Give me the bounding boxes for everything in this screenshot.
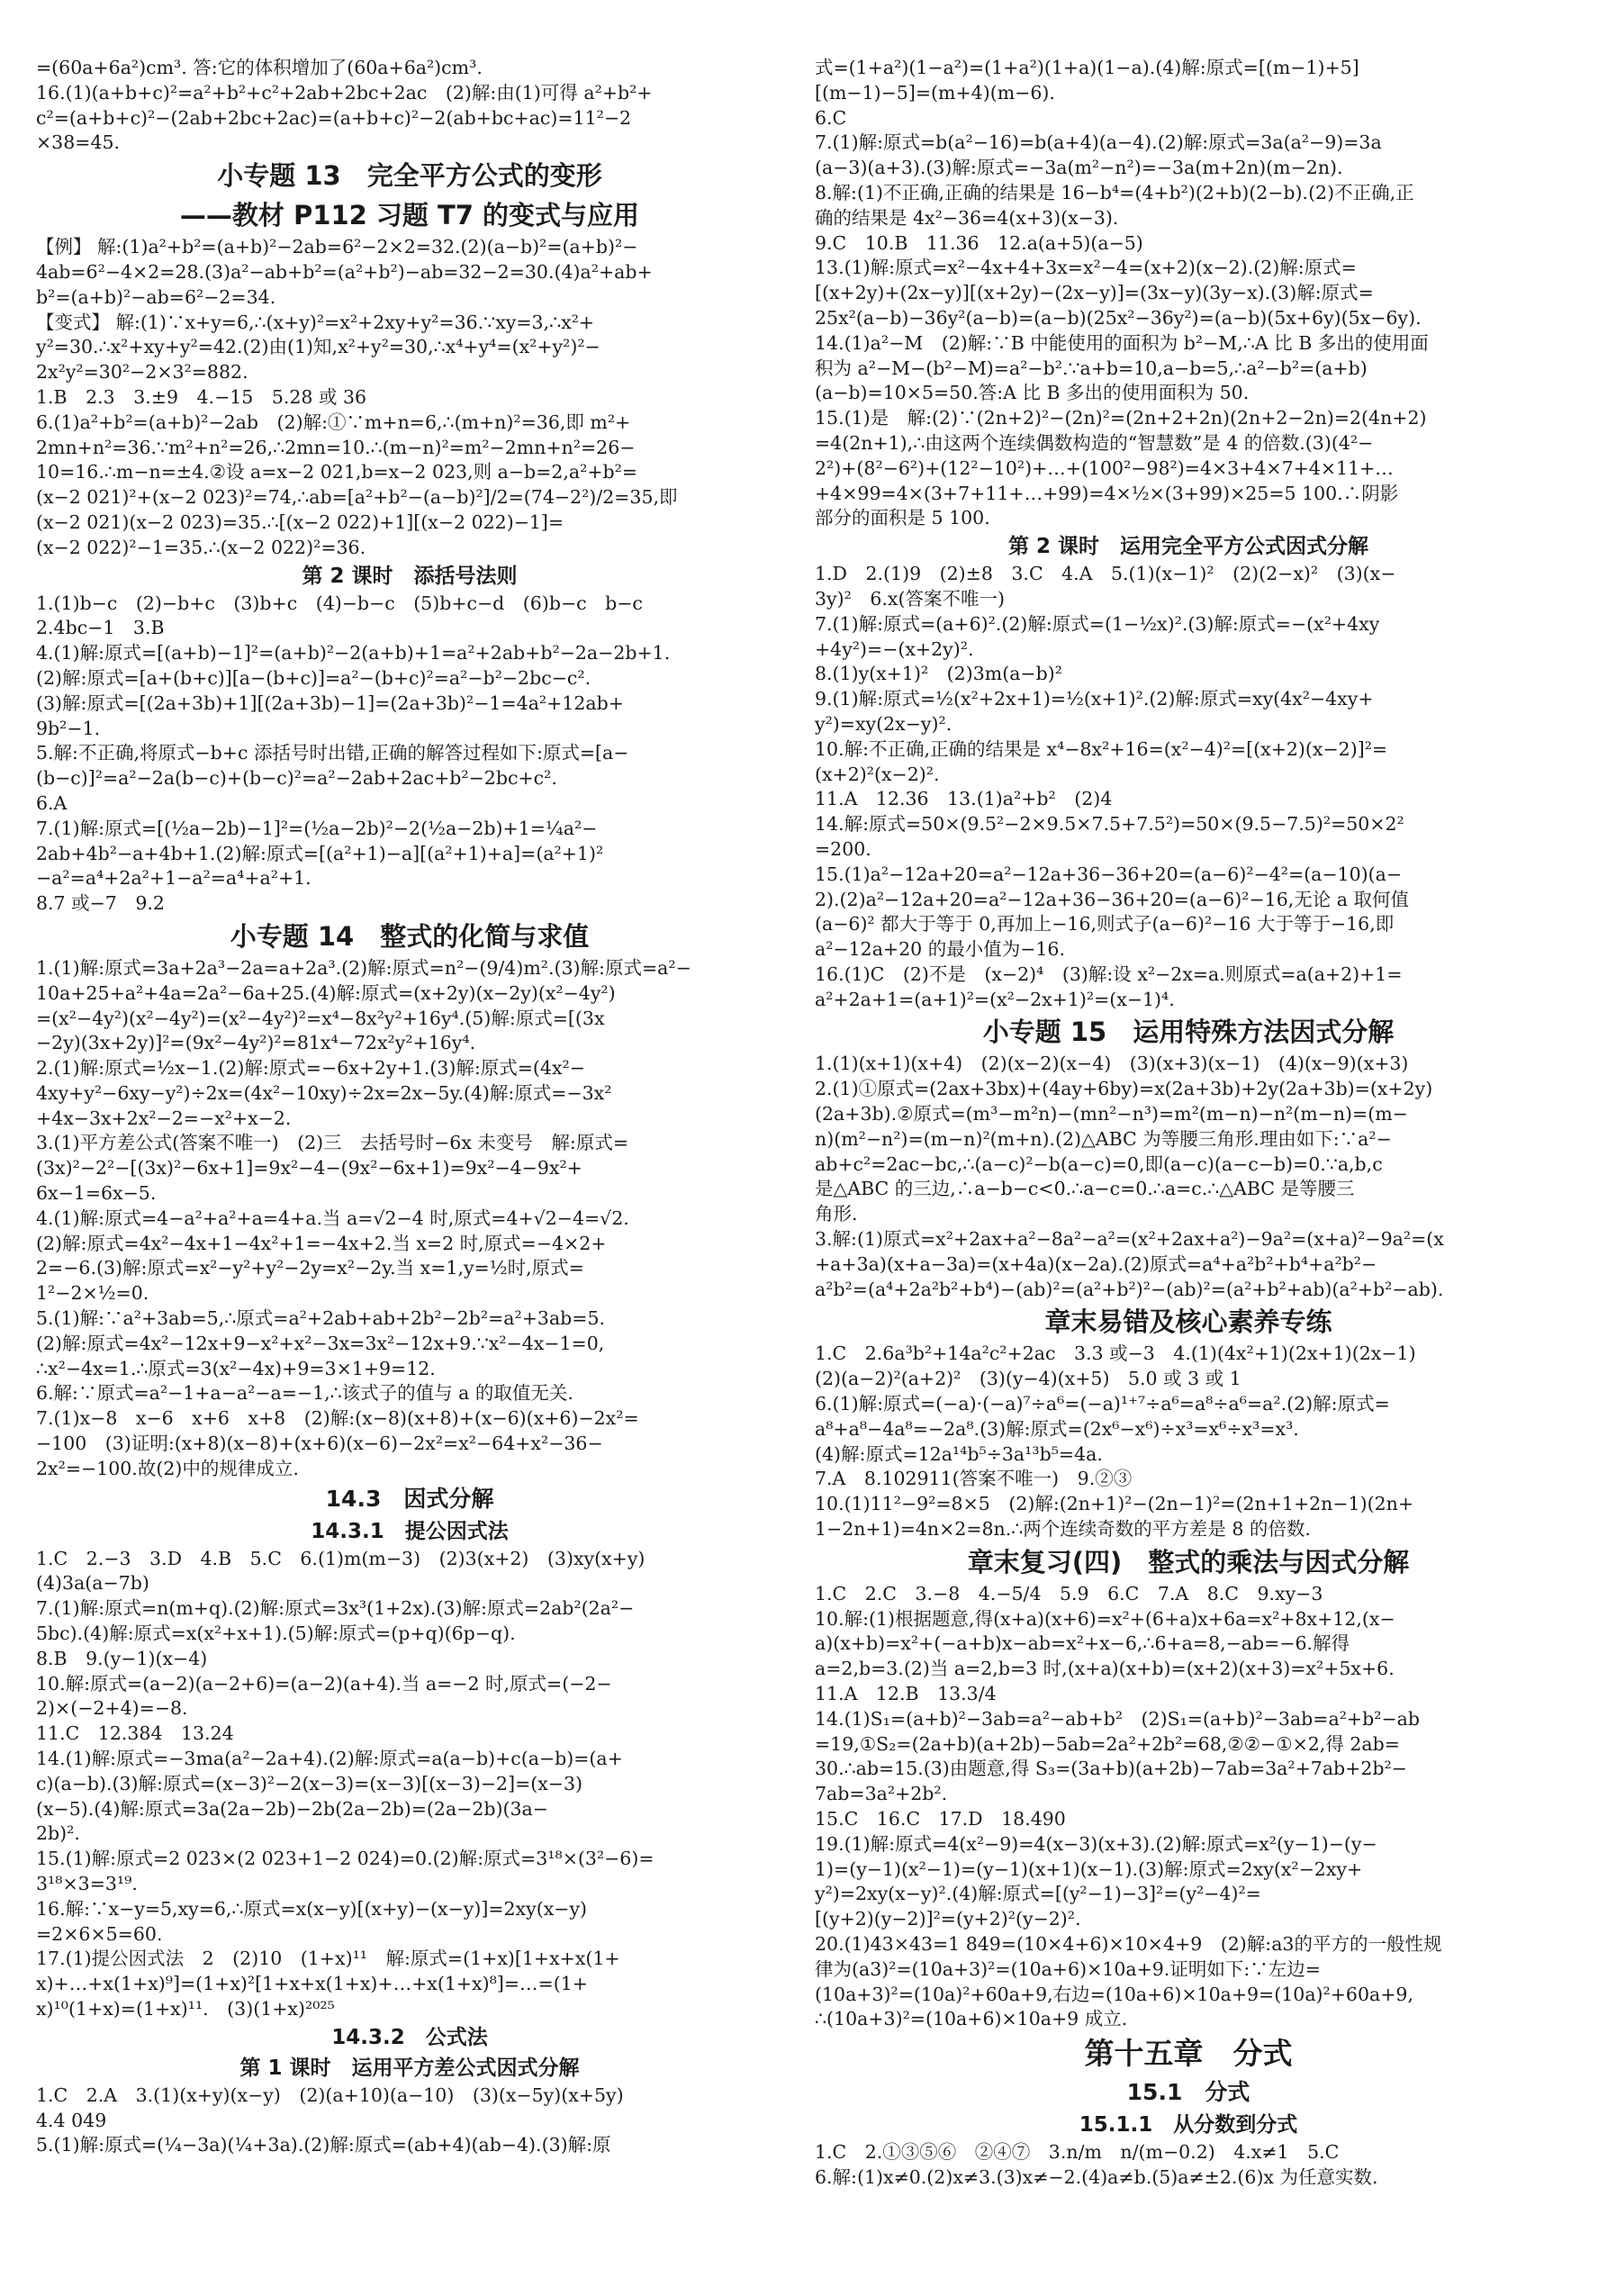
answer-line: x)¹⁰(1+x)=(1+x)¹¹. (3)(1+x)²⁰²⁵ [36, 1997, 335, 2020]
answer-line: 16.解:∵x−y=5,xy=6,∴原式=x(x−y)[(x+y)−(x−y)]=2xy(x−y) [36, 1897, 588, 1920]
answer-line: 2=−6.(3)解:原式=x²−y²+y²−2y=x²−2y.当 x=1,y=½时,原式= [36, 1257, 584, 1279]
answer-line: −a²=a⁴+2a²+1−a²=a⁴+a²+1. [36, 867, 311, 890]
answer-line: 9b²−1. [36, 717, 101, 739]
answer-line: 15.(1)解:原式=2 023×(2 023+1−2 024)=0.(2)解:原式=3¹⁸×(3²−6)= [36, 1848, 655, 1870]
section-heading: 15.1.1 从分数到分式 [1079, 2113, 1298, 2138]
section-heading: 14.3.1 提公因式法 [311, 1519, 509, 1543]
answer-line: =19,①S₂=(2a+b)(a+2b)−5ab=2a²+2b²=68,②②−①×2,得 2ab= [815, 1732, 1400, 1755]
answer-line: +4y²)=−(x+2y)². [815, 637, 974, 660]
answer-line: (x−2 021)(x−2 023)=35.∴[(x−2 022)+1][(x−2 022)−1]= [36, 511, 564, 533]
answer-line: (10a+3)²=(10a)²+60a+9,右边=(10a+6)×10a+9=(10a)²+60a+9, [815, 1983, 1413, 2005]
answer-line: (3)解:原式=[(2a+3b)+1][(2a+3b)−1]=(2a+3b)²−1=4a²+12ab+ [36, 692, 624, 714]
answer-line: 7.(1)解:原式=n(m+q).(2)解:原式=3x³(1+2x).(3)解:原式=2ab²(2a²− [36, 1597, 635, 1620]
answer-line: (4)3a(a−7b) [36, 1572, 149, 1595]
answer-line: 10a+25+a²+4a=2a²−6a+25.(4)解:原式=(x+2y)(x−2y)(x²−4y²) [36, 981, 616, 1004]
answer-line: 6.解:∵原式=a²−1+a−a²−a=−1,∴该式子的值与 a 的取值无关. [36, 1382, 573, 1405]
answer-line: 17.(1)提公因式法 2 (2)10 (1+x)¹¹ 解:原式=(1+x)[1+x+x(1+ [36, 1948, 620, 1970]
answer-line: 角形. [815, 1203, 858, 1225]
answer-line: (a−3)(a+3).(3)解:原式=−3a(m²−n²)=−3a(m+2n)(m−2n). [815, 157, 1343, 179]
answer-line: +4×99=4×(3+7+11+…+99)=4×½×(3+99)×25=5 100.∴阴影 [815, 482, 1399, 504]
answer-line: 8.7 或−7 9.2 [36, 892, 165, 915]
answer-line: (a−6)² 都大于等于 0,再加上−16,则式子(a−6)²−16 大于等于−16,即 [815, 913, 1395, 936]
section-heading: 第 2 课时 运用完全平方公式因式分解 [1007, 535, 1369, 559]
answer-line: x)+…+x(1+x)⁹]=(1+x)²[1+x+x(1+x)+…+x(1+x)⁸]=…=(1+ [36, 1973, 588, 1995]
answer-line: 3.(1)平方差公式(答案不唯一) (2)三 去括号时−6x 未变号 解:原式= [36, 1132, 629, 1154]
answer-line: 9.(1)解:原式=½(x²+2x+1)=½(x+1)².(2)解:原式=xy(4x²−4xy+ [815, 688, 1374, 710]
answer-line: a²+2a+1=(a+1)²=(x²−2x+1)²=(x−1)⁴. [815, 988, 1175, 1010]
answer-line: c²=(a+b+c)²−(2ab+2bc+2ac)=(a+b+c)²−2(ab+bc+ac)=11²−2 [36, 106, 632, 129]
answer-line: 4xy+y²−6xy−y²)÷2x=(4x²−10xy)÷2x=2x−5y.(4)解:原式=−3x² [36, 1081, 612, 1104]
answer-line: [(y+2)(y−2)]²=(y+2)²(y−2)². [815, 1908, 1081, 1930]
answer-line: 14.解:原式=50×(9.5²−2×9.5×7.5+7.5²)=50×(9.5−7.5)²=50×2² [815, 813, 1404, 836]
answer-line: [(x+2y)+(2x−y)][(x+2y)−(2x−y)]=(3x−y)(3y−x).(3)解:原式= [815, 282, 1374, 304]
answer-line: −100 (3)证明:(x+8)(x−8)+(x+6)(x−6)−2x²=x²−64+x²−36− [36, 1433, 603, 1455]
answer-line: 4.4 049 [36, 2109, 107, 2131]
answer-line: 1)=(y−1)(x²−1)=(y−1)(x+1)(x−1).(3)解:原式=2xy(x²−2xy+ [815, 1858, 1363, 1880]
answer-line: 7.(1)解:原式=b(a²−16)=b(a+4)(a−4).(2)解:原式=3a(a²−9)=3a [815, 131, 1382, 154]
answer-line: c)(a−b).(3)解:原式=(x−3)²−2(x−3)=(x−3)[(x−3)−2]=(x−3) [36, 1772, 583, 1794]
section-heading: 章末复习(四) 整式的乘法与因式分解 [967, 1546, 1410, 1577]
answer-line: 1.(1)解:原式=3a+2a³−2a=a+2a³.(2)解:原式=n²−(9/4)m².(3)解:原式=a²− [36, 956, 691, 979]
answer-line: 1.(1)(x+1)(x+4) (2)(x−2)(x−4) (3)(x+3)(x−1) (4)(x−9)(x+3) [815, 1053, 1409, 1075]
answer-line: (2)解:原式=[a+(b+c)][a−(b+c)]=a²−(b+c)²=a²−b²−2bc−c². [36, 666, 591, 689]
answer-line: 5.解:不正确,将原式−b+c 添括号时出错,正确的解答过程如下:原式=[a− [36, 742, 629, 764]
answer-line: 2²)+(8²−6²)+(12²−10²)+…+(100²−98²)=4×3+4×7+4×11+… [815, 456, 1394, 479]
answer-line: a=2,b=3.(2)当 a=2,b=3 时,(x+a)(x+b)=(x+2)(x+3)=x²+5x+6. [815, 1658, 1395, 1680]
answer-line: 10.解:原式=(a−2)(a−2+6)=(a−2)(a+4).当 a=−2 时,原式=(−2− [36, 1672, 612, 1695]
section-heading: 小专题 14 整式的化简与求值 [230, 920, 590, 952]
answer-line: y²=30.∴x²+xy+y²=42.(2)由(1)知,x²+y²=30,∴x⁴+y⁴=(x²+y²)²− [36, 336, 600, 358]
answer-line: 积为 a²−M−(b²−M)=a²−b².∵a+b=10,a−b=5,∴a²−b²=(a+b) [815, 357, 1368, 379]
answer-line: 13.(1)解:原式=x²−4x+4+3x=x²−4=(x+2)(x−2).(2)解:原式= [815, 257, 1357, 279]
answer-line: a⁸+a⁸−4a⁸=−2a⁸.(3)解:原式=(2x⁶−x⁶)÷x³=x⁶÷x³=x³. [815, 1417, 1299, 1440]
answer-line: =(x²−4y²)(x²−4y²)=(x²−4y²)²=x⁴−8x²y²+16y⁴.(5)解:原式=[(3x [36, 1007, 605, 1029]
answer-line: 1.C 2.C 3.−8 4.−5/4 5.9 6.C 7.A 8.C 9.xy−3 [815, 1582, 1323, 1604]
section-heading: 第 1 课时 运用平方差公式因式分解 [239, 2056, 580, 2080]
answer-line: ab+c²=2ac−bc,∴(a−c)²−b(a−c)=0,即(a−c)(a−c−b)=0.∵a,b,c [815, 1153, 1383, 1175]
answer-line: 4.(1)解:原式=4−a²+a²+a=4+a.当 a=√2−4 时,原式=4+√2−4=√2. [36, 1207, 629, 1229]
answer-line: 25x²(a−b)−36y²(a−b)=(a−b)(25x²−36y²)=(a−b)(5x+6y)(5x−6y). [815, 306, 1422, 329]
answer-line: =4(2n+1),∴由这两个连续偶数构造的“智慧数”是 4 的倍数.(3)(4²− [815, 431, 1374, 454]
answer-line: 16.(1)C (2)不是 (x−2)⁴ (3)解:设 x²−2x=a.则原式=a(a+2)+1= [815, 963, 1403, 985]
answer-line: 10=16.∴m−n=±4.②设 a=x−2 021,b=x−2 023,则 a−b=2,a²+b²= [36, 461, 638, 484]
answer-line: n)(m²−n²)=(m−n)²(m+n).(2)△ABC 为等腰三角形.理由如下:∵a²− [815, 1127, 1392, 1150]
answer-line: 确的结果是 4x²−36=4(x+3)(x−3). [815, 206, 1119, 229]
answer-line: ×38=45. [36, 131, 121, 154]
answer-line: (2)解:原式=4x²−12x+9−x²+x²−3x=3x²−12x+9.∵x²−4x−1=0, [36, 1332, 605, 1354]
answer-line: 3y)² 6.x(答案不唯一) [815, 587, 1005, 610]
answer-line: 2.(1)解:原式=½x−1.(2)解:原式=−6x+2y+1.(3)解:原式=(4x²− [36, 1057, 585, 1080]
answer-line: 2ab+4b²−a+4b+1.(2)解:原式=[(a²+1)−a][(a²+1)+a]=(a²+1)² [36, 842, 604, 864]
answer-column-left [36, 56, 783, 2158]
answer-line: 1.C 2.6a³b²+14a²c²+2ac 3.3 或−3 4.(1)(4x²+1)(2x+1)(2x−1) [815, 1342, 1416, 1365]
answer-line: 6.(1)解:原式=(−a)·(−a)⁷÷a⁶=(−a)¹⁺⁷÷a⁶=a⁸÷a⁶=a².(2)解:原式= [815, 1393, 1390, 1415]
answer-line: 2mn+n²=36.∵m²+n²=26,∴2mn=10.∴(m−n)²=m²−2mn+n²=26− [36, 436, 636, 458]
answer-line: 7.(1)解:原式=(a+6)².(2)解:原式=(1−½x)².(3)解:原式=−(x²+4xy [815, 612, 1380, 635]
answer-line: 5bc).(4)解:原式=x(x²+x+1).(5)解:原式=(p+q)(6p−q). [36, 1623, 516, 1645]
answer-line: 9.C 10.B 11.36 12.a(a+5)(a−5) [815, 231, 1143, 254]
answer-line: +a+3a)(x+a−3a)=(x+4a)(x−2a).(2)原式=a⁴+a²b²+b⁴+a²b²− [815, 1252, 1377, 1275]
answer-line: 2b)². [36, 1822, 80, 1845]
section-heading: ——教材 P112 习题 T7 的变式与应用 [179, 200, 640, 231]
answer-line: [(m−1)−5]=(m+4)(m−6). [815, 81, 1055, 104]
answer-line: 7.A 8.102911(答案不唯一) 9.②③ [815, 1468, 1133, 1490]
answer-line: 15.(1)a²−12a+20=a²−12a+36−36+20=(a−6)²−4²=(a−10)(a− [815, 863, 1403, 885]
answer-line: 1−2n+1)=4n×2=8n.∴两个连续奇数的平方差是 8 的倍数. [815, 1518, 1311, 1541]
answer-line: y²)=xy(2x−y)². [815, 712, 952, 735]
answer-line: (b−c)]²=a²−2a(b−c)+(b−c)²=a²−2ab+2ac+b²−2bc+c². [36, 767, 557, 790]
answer-line: 【变式】 解:(1)∵x+y=6,∴(x+y)²=x²+2xy+y²=36.∵xy=3,∴x²+ [36, 311, 595, 333]
answer-line: (x−5).(4)解:原式=3a(2a−2b)−2b(2a−2b)=(2a−2b)(3a− [36, 1797, 548, 1820]
answer-line: 5.(1)解:原式=(¼−3a)(¼+3a).(2)解:原式=(ab+4)(ab−4).(3)解:原 [36, 2134, 611, 2156]
answer-line: (2)解:原式=4x²−4x+1−4x²+1=−4x+2.当 x=2 时,原式=−4×2+ [36, 1232, 607, 1254]
answer-line: 6.(1)a²+b²=(a+b)²−2ab (2)解:①∵m+n=6,∴(m+n)²=36,即 m²+ [36, 411, 631, 433]
answer-line: 6.解:(1)x≠0.(2)x≠3.(3)x≠−2.(4)a≠b.(5)a≠±2.(6)x 为任意实数. [815, 2165, 1378, 2188]
answer-line: 11.C 12.384 13.24 [36, 1722, 234, 1745]
answer-line: 2x²=−100.故(2)中的规律成立. [36, 1457, 299, 1479]
answer-line: 6x−1=6x−5. [36, 1182, 157, 1205]
answer-line: 15.(1)是 解:(2)∵(2n+2)²−(2n)²=(2n+2+2n)(2n+2−2n)=2(4n+2) [815, 407, 1427, 429]
answer-line: −2y)(3x+2y)]²=(9x²−4y²)²=81x⁴−72x²y²+16y⁴. [36, 1032, 476, 1054]
answer-line: 5.(1)解:∵a²+3ab=5,∴原式=a²+2ab+ab+2b²−2b²=a²+3ab=5. [36, 1307, 606, 1330]
answer-line: 8.B 9.(y−1)(x−4) [36, 1647, 208, 1669]
answer-line: 6.A [36, 791, 68, 814]
answer-line: 律为(a3)²=(10a+3)²=(10a+6)×10a+9.证明如下:∵左边= [815, 1957, 1321, 1980]
answer-line: ∴x²−4x=1.∴原式=3(x²−4x)+9=3×1+9=12. [36, 1357, 436, 1379]
answer-line: 30.∴ab=15.(3)由题意,得 S₃=(3a+b)(a+2b)−7ab=3a²+7ab+2b²− [815, 1758, 1407, 1780]
answer-line: (3x)²−2²−[(3x)²−6x+1]=9x²−4−(9x²−6x+1)=9x²−4−9x²+ [36, 1157, 582, 1180]
answer-line: 1.C 2.①③⑤⑥ ②④⑦ 3.n/m n/(m−0.2) 4.x≠1 5.C [815, 2141, 1340, 2164]
answer-line: a²−12a+20 的最小值为−16. [815, 938, 1065, 961]
answer-line: 10.(1)11²−9²=8×5 (2)解:(2n+1)²−(2n−1)²=(2n+1+2n−1)(2n+ [815, 1493, 1413, 1515]
answer-line: a²b²=(a⁴+2a²b²+b⁴)−(ab)²=(a²+b²)²−(ab)²=(a²+b²+ab)(a²+b²−ab). [815, 1278, 1444, 1300]
answer-line: 11.A 12.36 13.(1)a²+b² (2)4 [815, 788, 1113, 810]
answer-line: +4x−3x+2x²−2=−x²+x−2. [36, 1107, 292, 1129]
answer-line: 1.C 2.A 3.(1)(x+y)(x−y) (2)(a+10)(a−10) (3)(x−5y)(x+5y) [36, 2084, 624, 2106]
answer-line: 4ab=6²−4×2=28.(3)a²−ab+b²=(a²+b²)−ab=32−2=30.(4)a²+ab+ [36, 260, 653, 283]
section-heading: 14.3.2 公式法 [331, 2025, 488, 2049]
section-heading: 15.1 分式 [1126, 2079, 1250, 2106]
answer-line: y²)=2xy(x−y)².(4)解:原式=[(y²−1)−3]²=(y²−4)²= [815, 1883, 1261, 1905]
answer-line: 14.(1)解:原式=−3ma(a²−2a+4).(2)解:原式=a(a−b)+c(a−b)=(a+ [36, 1748, 623, 1770]
answer-line: 2x²y²=30²−2×3²=882. [36, 361, 248, 384]
section-heading: 14.3 因式分解 [325, 1485, 494, 1512]
answer-line: (2a+3b).②原式=(m³−m²n)−(mn²−n³)=m²(m−n)−n²(m−n)=(m− [815, 1103, 1408, 1125]
answer-line: ∴(10a+3)²=(10a+6)×10a+9 成立. [815, 2008, 1128, 2030]
section-heading: 章末易错及核心素养专练 [1044, 1306, 1332, 1338]
answer-line: (4)解:原式=12a¹⁴b⁵÷3a¹³b⁵=4a. [815, 1442, 1103, 1465]
answer-line: =200. [815, 837, 871, 860]
answer-line: 部分的面积是 5 100. [815, 507, 990, 529]
answer-line: a)(x+b)=x²+(−a+b)x−ab=x²+x−6,∴6+a=8,−ab=−6.解得 [815, 1632, 1350, 1655]
answer-line: =(60a+6a²)cm³. 答:它的体积增加了(60a+6a²)cm³. [36, 57, 483, 78]
answer-line: 2.(1)①原式=(2ax+3bx)+(4ay+6by)=x(2a+3b)+2y(2a+3b)=(x+2y) [815, 1078, 1433, 1100]
answer-line: 7ab=3a²+2b². [815, 1783, 948, 1805]
answer-line: (a−b)=10×5=50.答:A 比 B 多出的使用面积为 50. [815, 382, 1250, 404]
answer-line: 7.(1)x−8 x−6 x+6 x+8 (2)解:(x−8)(x+8)+(x−6)(x+6)−2x²= [36, 1407, 639, 1430]
section-heading: 小专题 13 完全平方公式的变形 [217, 160, 602, 192]
answer-line: b²=(a+b)²−ab=6²−2=34. [36, 285, 276, 308]
answer-line: 1.D 2.(1)9 (2)±8 3.C 4.A 5.(1)(x−1)² (2)(2−x)² (3)(x− [815, 563, 1396, 585]
answer-line: (x−2 022)²−1=35.∴(x−2 022)²=36. [36, 536, 366, 558]
section-heading: 小专题 15 运用特殊方法因式分解 [982, 1017, 1395, 1048]
answer-line: 2)×(−2+4)=−8. [36, 1697, 188, 1720]
answer-line: 8.解:(1)不正确,正确的结果是 16−b⁴=(4+b²)(2+b)(2−b).(2)不正确,正 [815, 181, 1414, 203]
section-heading: 第十五章 分式 [1084, 2036, 1293, 2072]
answer-line: (2)(a−2)²(a+2)² (3)(y−4)(x+5) 5.0 或 3 或 1 [815, 1368, 1241, 1390]
answer-line: 1.C 2.−3 3.D 4.B 5.C 6.(1)m(m−3) (2)3(x+2) (3)xy(x+y) [36, 1547, 646, 1569]
answer-column-right [815, 56, 1562, 2191]
answer-line: 3¹⁸×3=3¹⁹. [36, 1873, 138, 1894]
answer-line: 是△ABC 的三边,∴a−b−c<0.∴a−c=0.∴a=c.∴△ABC 是等腰三 [815, 1178, 1355, 1200]
answer-line: 4.(1)解:原式=[(a+b)−1]²=(a+b)²−2(a+b)+1=a²+2ab+b²−2a−2b+1. [36, 642, 671, 664]
answer-line: (x+2)²(x−2)². [815, 763, 940, 785]
answer-line: 14.(1)a²−M (2)解:∵B 中能使用的面积为 b²−M,∴A 比 B 多出的使用面 [815, 331, 1429, 354]
answer-line: 10.解:不正确,正确的结果是 x⁴−8x²+16=(x²−4)²=[(x+2)(x−2)]²= [815, 737, 1388, 760]
answer-line: 20.(1)43×43=1 849=(10×4+6)×10×4+9 (2)解:a3的平方的一般性规 [815, 1932, 1442, 1955]
answer-line: 16.(1)(a+b+c)²=a²+b²+c²+2ab+2bc+2ac (2)解:由(1)可得 a²+b²+ [36, 81, 653, 104]
answer-line: 7.(1)解:原式=[(½a−2b)−1]²=(½a−2b)²−2(½a−2b)+1=¼a²− [36, 817, 598, 839]
answer-line: 3.解:(1)原式=x²+2ax+a²−8a²−a²=(x²+2ax+a²)−9a²=(x+a)²−9a²=(x [815, 1228, 1444, 1251]
answer-line: 14.(1)S₁=(a+b)²−3ab=a²−ab+b² (2)S₁=(a+b)²−3ab=a²+b²−ab [815, 1707, 1420, 1730]
answer-line: 1²−2×½=0. [36, 1282, 149, 1305]
section-heading: 第 2 课时 添括号法则 [302, 564, 518, 588]
answer-line: (x−2 021)²+(x−2 023)²=74,∴ab=[a²+b²−(a−b)²]/2=(74−2²)/2=35,即 [36, 486, 678, 509]
answer-line: =2×6×5=60. [36, 1922, 163, 1945]
answer-line: 1.B 2.3 3.±9 4.−15 5.28 或 36 [36, 385, 367, 408]
answer-line: 10.解:(1)根据题意,得(x+a)(x+6)=x²+(6+a)x+6a=x²+8x+12,(x− [815, 1607, 1395, 1630]
answer-line: 15.C 16.C 17.D 18.490 [815, 1808, 1066, 1830]
answer-line: 6.C [815, 106, 847, 129]
answer-line: 1.(1)b−c (2)−b+c (3)b+c (4)−b−c (5)b+c−d (6)b−c b−c [36, 592, 643, 614]
answer-line: 式=(1+a²)(1−a²)=(1+a²)(1+a)(1−a).(4)解:原式=[(m−1)+5] [815, 57, 1359, 78]
answer-line: 2).(2)a²−12a+20=a²−12a+36−36+20=(a−6)²−16,无论 a 取何值 [815, 888, 1410, 910]
answer-line: 11.A 12.B 13.3/4 [815, 1683, 997, 1705]
answer-line: 2.4bc−1 3.B [36, 617, 165, 639]
answer-line: 8.(1)y(x+1)² (2)3m(a−b)² [815, 663, 1062, 685]
answer-line: 19.(1)解:原式=4(x²−9)=4(x−3)(x+3).(2)解:原式=x²(y−1)−(y− [815, 1832, 1377, 1855]
answer-line: 【例】 解:(1)a²+b²=(a+b)²−2ab=6²−2×2=32.(2)(a−b)²=(a+b)²− [36, 236, 638, 258]
